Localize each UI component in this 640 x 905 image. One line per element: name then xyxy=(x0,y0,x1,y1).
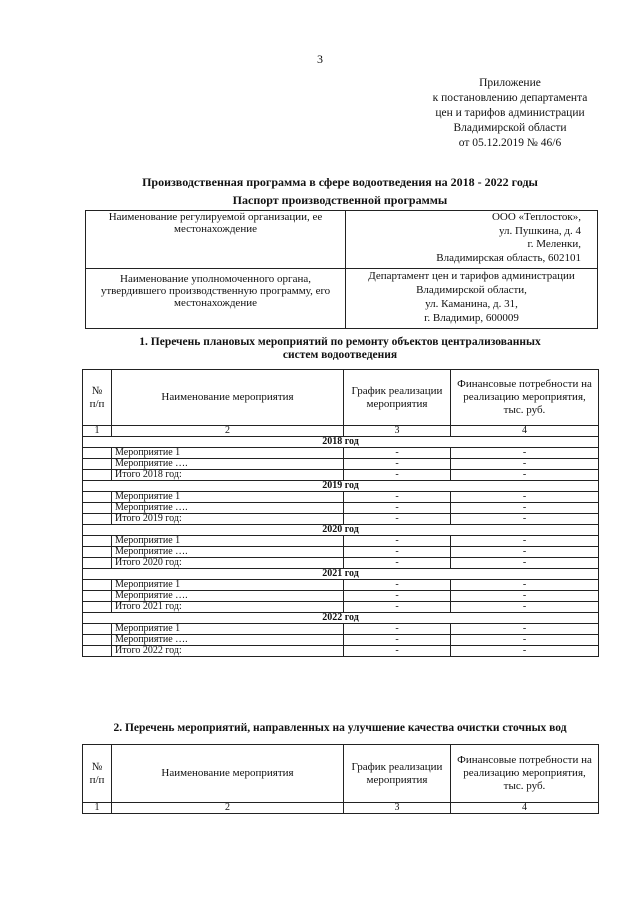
finance-value: - xyxy=(451,624,599,635)
passport-authority-label: Наименование уполномоченного органа, утвердившего производственную программу, его местонахождение xyxy=(86,269,346,329)
passport-authority-value: Департамент цен и тарифов администрации Владимирской области, ул. Каманина, д. 31, г. Владимир, 600009 xyxy=(346,269,598,329)
schedule-value: - xyxy=(344,646,451,657)
row-num xyxy=(83,591,112,602)
header-num: № п/п xyxy=(83,370,112,426)
col-number: 2 xyxy=(112,803,344,814)
finance-value: - xyxy=(451,459,599,470)
finance-value: - xyxy=(451,536,599,547)
row-num xyxy=(83,492,112,503)
appendix-line: к постановлению департамента xyxy=(432,92,588,104)
activity-name: Итого 2019 год: xyxy=(112,514,344,525)
schedule-value: - xyxy=(344,536,451,547)
col-number: 4 xyxy=(451,426,599,437)
table-row xyxy=(83,514,599,525)
table-row xyxy=(83,448,599,459)
finance-value: - xyxy=(451,514,599,525)
schedule-value: - xyxy=(344,448,451,459)
row-num xyxy=(83,514,112,525)
table-row xyxy=(83,635,599,646)
finance-value: - xyxy=(451,558,599,569)
schedule-value: - xyxy=(344,514,451,525)
year-label: 2018 год xyxy=(83,437,599,448)
col-number: 1 xyxy=(83,803,112,814)
row-num xyxy=(83,459,112,470)
passport-org-label: Наименование регулируемой организации, ее местонахождение xyxy=(86,211,346,269)
finance-value: - xyxy=(451,646,599,657)
finance-value: - xyxy=(451,635,599,646)
document-title: Производственная программа в сфере водоотведения на 2018 - 2022 годы xyxy=(142,175,538,189)
finance-value: - xyxy=(451,602,599,613)
activity-name: Мероприятие …. xyxy=(112,503,344,514)
activity-name: Мероприятие 1 xyxy=(112,624,344,635)
section1-table xyxy=(82,369,599,657)
header-name: Наименование мероприятия xyxy=(112,745,344,803)
page-number: 3 xyxy=(317,52,323,66)
passport-heading: Паспорт производственной программы xyxy=(232,193,448,207)
header-schedule: График реализации мероприятия xyxy=(344,745,451,803)
table-row xyxy=(83,580,599,591)
activity-name: Итого 2018 год: xyxy=(112,470,344,481)
activity-name: Итого 2020 год: xyxy=(112,558,344,569)
year-row xyxy=(83,569,599,580)
col-number: 1 xyxy=(83,426,112,437)
activity-name: Мероприятие …. xyxy=(112,635,344,646)
appendix-line: от 05.12.2019 № 46/6 xyxy=(458,137,562,149)
header-finance: Финансовые потребности на реализацию мероприятия, тыс. руб. xyxy=(451,745,599,803)
row-num xyxy=(83,624,112,635)
finance-value: - xyxy=(451,547,599,558)
row-num xyxy=(83,580,112,591)
appendix-line: Владимирской области xyxy=(453,122,567,134)
row-num xyxy=(83,646,112,657)
row-num xyxy=(83,503,112,514)
table-row xyxy=(83,602,599,613)
year-row xyxy=(83,437,599,448)
col-number: 3 xyxy=(344,803,451,814)
schedule-value: - xyxy=(344,492,451,503)
col-number: 4 xyxy=(451,803,599,814)
year-row xyxy=(83,613,599,624)
table-row xyxy=(83,470,599,481)
table-row xyxy=(83,547,599,558)
schedule-value: - xyxy=(344,558,451,569)
table-row xyxy=(83,536,599,547)
finance-value: - xyxy=(451,448,599,459)
col-number: 3 xyxy=(344,426,451,437)
header-num: № п/п xyxy=(83,745,112,803)
table-row xyxy=(83,646,599,657)
table-row xyxy=(83,558,599,569)
schedule-value: - xyxy=(344,602,451,613)
schedule-value: - xyxy=(344,470,451,481)
finance-value: - xyxy=(451,503,599,514)
row-num xyxy=(83,635,112,646)
year-row xyxy=(83,481,599,492)
activity-name: Мероприятие 1 xyxy=(112,448,344,459)
schedule-value: - xyxy=(344,635,451,646)
header-schedule: График реализации мероприятия xyxy=(344,370,451,426)
passport-table xyxy=(85,210,598,329)
finance-value: - xyxy=(451,591,599,602)
activity-name: Итого 2022 год: xyxy=(112,646,344,657)
schedule-value: - xyxy=(344,624,451,635)
schedule-value: - xyxy=(344,591,451,602)
section2-table xyxy=(82,744,599,814)
activity-name: Мероприятие …. xyxy=(112,547,344,558)
finance-value: - xyxy=(451,470,599,481)
appendix-line: Приложение xyxy=(479,77,541,89)
row-num xyxy=(83,448,112,459)
row-num xyxy=(83,547,112,558)
header-name: Наименование мероприятия xyxy=(112,370,344,426)
finance-value: - xyxy=(451,492,599,503)
schedule-value: - xyxy=(344,459,451,470)
row-num xyxy=(83,602,112,613)
table-row xyxy=(83,624,599,635)
appendix-line: цен и тарифов администрации xyxy=(435,107,585,119)
year-row xyxy=(83,525,599,536)
schedule-value: - xyxy=(344,547,451,558)
col-number: 2 xyxy=(112,426,344,437)
finance-value: - xyxy=(451,580,599,591)
table-row xyxy=(83,503,599,514)
schedule-value: - xyxy=(344,503,451,514)
section2-heading: 2. Перечень мероприятий, направленных на улучшение качества очистки сточных вод xyxy=(113,722,567,734)
table-row xyxy=(83,492,599,503)
activity-name: Мероприятие 1 xyxy=(112,492,344,503)
row-num xyxy=(83,536,112,547)
year-label: 2021 год xyxy=(83,569,599,580)
year-label: 2019 год xyxy=(83,481,599,492)
year-label: 2022 год xyxy=(83,613,599,624)
row-num xyxy=(83,470,112,481)
header-finance: Финансовые потребности на реализацию мероприятия, тыс. руб. xyxy=(451,370,599,426)
table-row xyxy=(83,591,599,602)
activity-name: Итого 2021 год: xyxy=(112,602,344,613)
year-label: 2020 год xyxy=(83,525,599,536)
table-row xyxy=(83,459,599,470)
activity-name: Мероприятие 1 xyxy=(112,580,344,591)
row-num xyxy=(83,558,112,569)
activity-name: Мероприятие …. xyxy=(112,459,344,470)
appendix-block xyxy=(410,76,610,151)
activity-name: Мероприятие …. xyxy=(112,591,344,602)
section1-heading: 1. Перечень плановых мероприятий по ремонту объектов централизованных систем водоотведения xyxy=(139,336,541,361)
activity-name: Мероприятие 1 xyxy=(112,536,344,547)
schedule-value: - xyxy=(344,580,451,591)
passport-org-value: ООО «Теплосток», ул. Пушкина, д. 4 г. Меленки, Владимирская область, 602101 xyxy=(346,211,598,269)
